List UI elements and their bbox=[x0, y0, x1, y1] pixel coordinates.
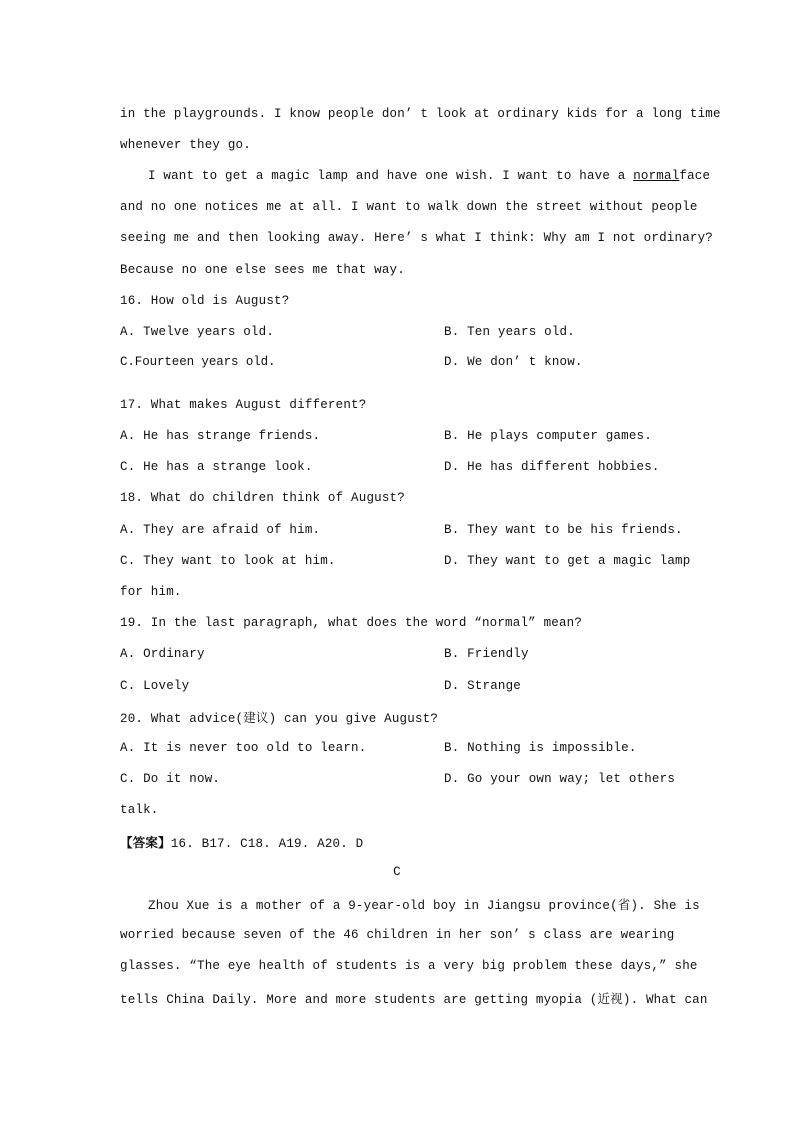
answer-text: 16. B17. C18. A19. A20. D bbox=[170, 837, 364, 851]
option-b: B. They want to be his friends. bbox=[444, 523, 683, 537]
question-stem: 18. What do children think of August? bbox=[120, 491, 405, 505]
passage-text: face bbox=[679, 169, 711, 183]
option-a: A. It is never too old to learn. bbox=[120, 741, 367, 755]
option-c: C. Lovely bbox=[120, 679, 190, 693]
passage-line: in the playgrounds. I know people don’ t look at ordinary kids for a long time bbox=[120, 107, 721, 121]
option-d: D. Strange bbox=[444, 679, 522, 693]
option-d: D. They want to get a magic lamp bbox=[444, 554, 691, 568]
option-c: C.Fourteen years old. bbox=[120, 355, 276, 369]
section-heading: C bbox=[393, 865, 401, 879]
option-a: A. They are afraid of him. bbox=[120, 523, 321, 537]
option-a: A. He has strange friends. bbox=[120, 429, 321, 443]
passage-line: Because no one else sees me that way. bbox=[120, 263, 405, 277]
option-d: D. Go your own way; let others bbox=[444, 772, 676, 786]
option-b: B. Friendly bbox=[444, 647, 529, 661]
passage-text: I want to get a magic lamp and have one wish. I want to have a bbox=[148, 169, 634, 183]
passage-line: Zhou Xue is a mother of a 9-year-old boy in Jiangsu province(省). She is bbox=[148, 899, 700, 913]
option-d: D. He has different hobbies. bbox=[444, 460, 660, 474]
option-a: A. Ordinary bbox=[120, 647, 205, 661]
option-d-continuation: talk. bbox=[120, 803, 159, 817]
option-d: D. We don’ t know. bbox=[444, 355, 583, 369]
option-b: B. Nothing is impossible. bbox=[444, 741, 637, 755]
answer-label: 【答案】 bbox=[120, 835, 171, 850]
passage-line: tells China Daily. More and more students are getting myopia (近视). What can bbox=[120, 993, 708, 1007]
passage-line bbox=[148, 169, 710, 183]
passage-line: worried because seven of the 46 children in her son’ s class are wearing bbox=[120, 928, 675, 942]
question-stem: 16. How old is August? bbox=[120, 294, 290, 308]
question-stem: 17. What makes August different? bbox=[120, 398, 367, 412]
option-d-continuation: for him. bbox=[120, 585, 182, 599]
underlined-word-normal: normal bbox=[633, 169, 680, 183]
question-stem: 19. In the last paragraph, what does the word “normal” mean? bbox=[120, 616, 583, 630]
option-a: A. Twelve years old. bbox=[120, 325, 275, 339]
passage-line: glasses. “The eye health of students is a very big problem these days,” she bbox=[120, 959, 698, 973]
passage-line: and no one notices me at all. I want to walk down the street without people bbox=[120, 200, 698, 214]
option-c: C. Do it now. bbox=[120, 772, 221, 786]
option-b: B. Ten years old. bbox=[444, 325, 575, 339]
passage-line: seeing me and then looking away. Here’ s what I think: Why am I not ordinary? bbox=[120, 231, 713, 245]
passage-line: whenever they go. bbox=[120, 138, 251, 152]
question-stem: 20. What advice(建议) can you give August? bbox=[120, 712, 439, 726]
option-c: C. He has a strange look. bbox=[120, 460, 313, 474]
option-c: C. They want to look at him. bbox=[120, 554, 336, 568]
option-b: B. He plays computer games. bbox=[444, 429, 652, 443]
answer-line bbox=[120, 833, 363, 851]
